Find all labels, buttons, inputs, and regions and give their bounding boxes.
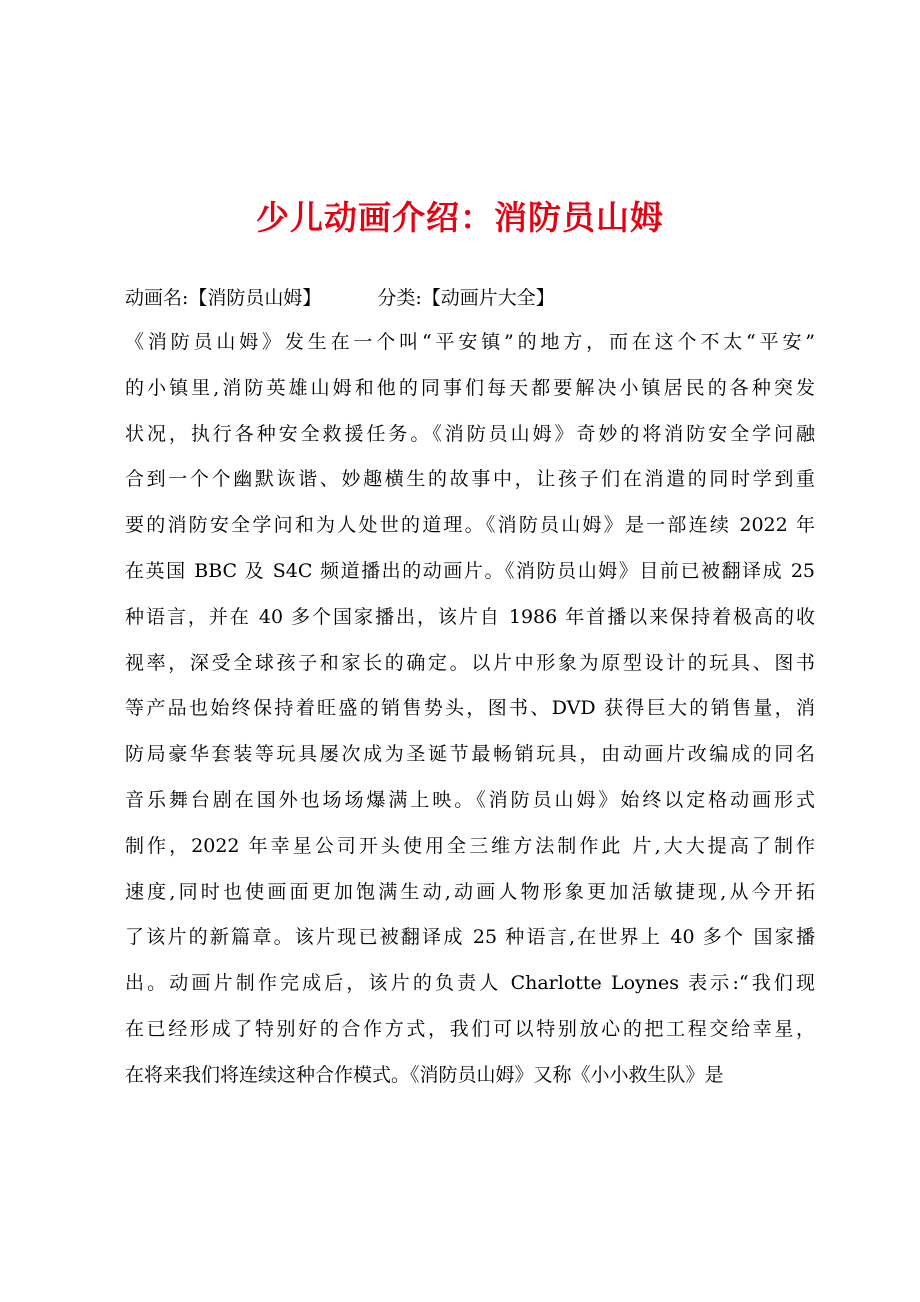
body-line: 了该片的新篇章。该片现已被翻译成 25 种语言,在世界上 40 多个 国家播 (125, 926, 815, 949)
animation-name-label: 动画名:【消防员山姆】 (125, 287, 322, 309)
body-line: 要的消防安全学问和为人处世的道理。《消防员山姆》是一部连续 2022 年 (125, 514, 815, 537)
body-line: 在英国 BBC 及 S4C 频道播出的动画片。《消防员山姆》目前已被翻译成 25 (125, 559, 815, 582)
body-line: 制作，2022 年幸星公司开头使用全三维方法制作此 片,大大提高了制作 (125, 834, 815, 857)
body-line: 在已经形成了特别好的合作方式，我们可以特别放心的把工程交给幸星， (125, 1017, 815, 1040)
body-line: 种语言，并在 40 多个国家播出，该片自 1986 年首播以来保持着极高的收 (125, 605, 815, 628)
category-label: 分类:【动画片大全】 (377, 287, 555, 309)
body-line: 出。动画片制作完成后，该片的负责人 Charlotte Loynes 表示:“我们现 (125, 972, 815, 995)
body-line: 视率，深受全球孩子和家长的确定。以片中形象为原型设计的玩具、图书 (125, 651, 815, 674)
body-line: 《消防员山姆》发生在一个叫“平安镇”的地方，而在这个不太“平安” (125, 331, 815, 353)
body-line: 速度,同时也使画面更加饱满生动,动画人物形象更加活敏捷现,从今开拓 (125, 880, 815, 903)
body-line: 在将来我们将连续这种合作模式。《消防员山姆》又称《小小救生队》是 (125, 1063, 724, 1086)
body-line: 状况，执行各种安全救援任务。《消防员山姆》奇妙的将消防安全学问融 (125, 422, 815, 445)
body-line: 等产品也始终保持着旺盛的销售势头，图书、DVD 获得巨大的销售量，消 (125, 697, 815, 720)
body-line: 的小镇里,消防英雄山姆和他的同事们每天都要解决小镇居民的各种突发 (125, 376, 815, 399)
document-title: 少儿动画介绍：消防员山姆 (256, 198, 664, 237)
body-line: 合到一个个幽默诙谐、妙趣横生的故事中，让孩子们在消遣的同时学到重 (125, 468, 815, 491)
body-line: 音乐舞台剧在国外也场场爆满上映。《消防员山姆》始终以定格动画形式 (125, 788, 815, 811)
body-line: 防局豪华套装等玩具屡次成为圣诞节最畅销玩具，由动画片改编成的同名 (125, 743, 815, 766)
meta-line (125, 283, 825, 313)
body-text (125, 327, 815, 1106)
